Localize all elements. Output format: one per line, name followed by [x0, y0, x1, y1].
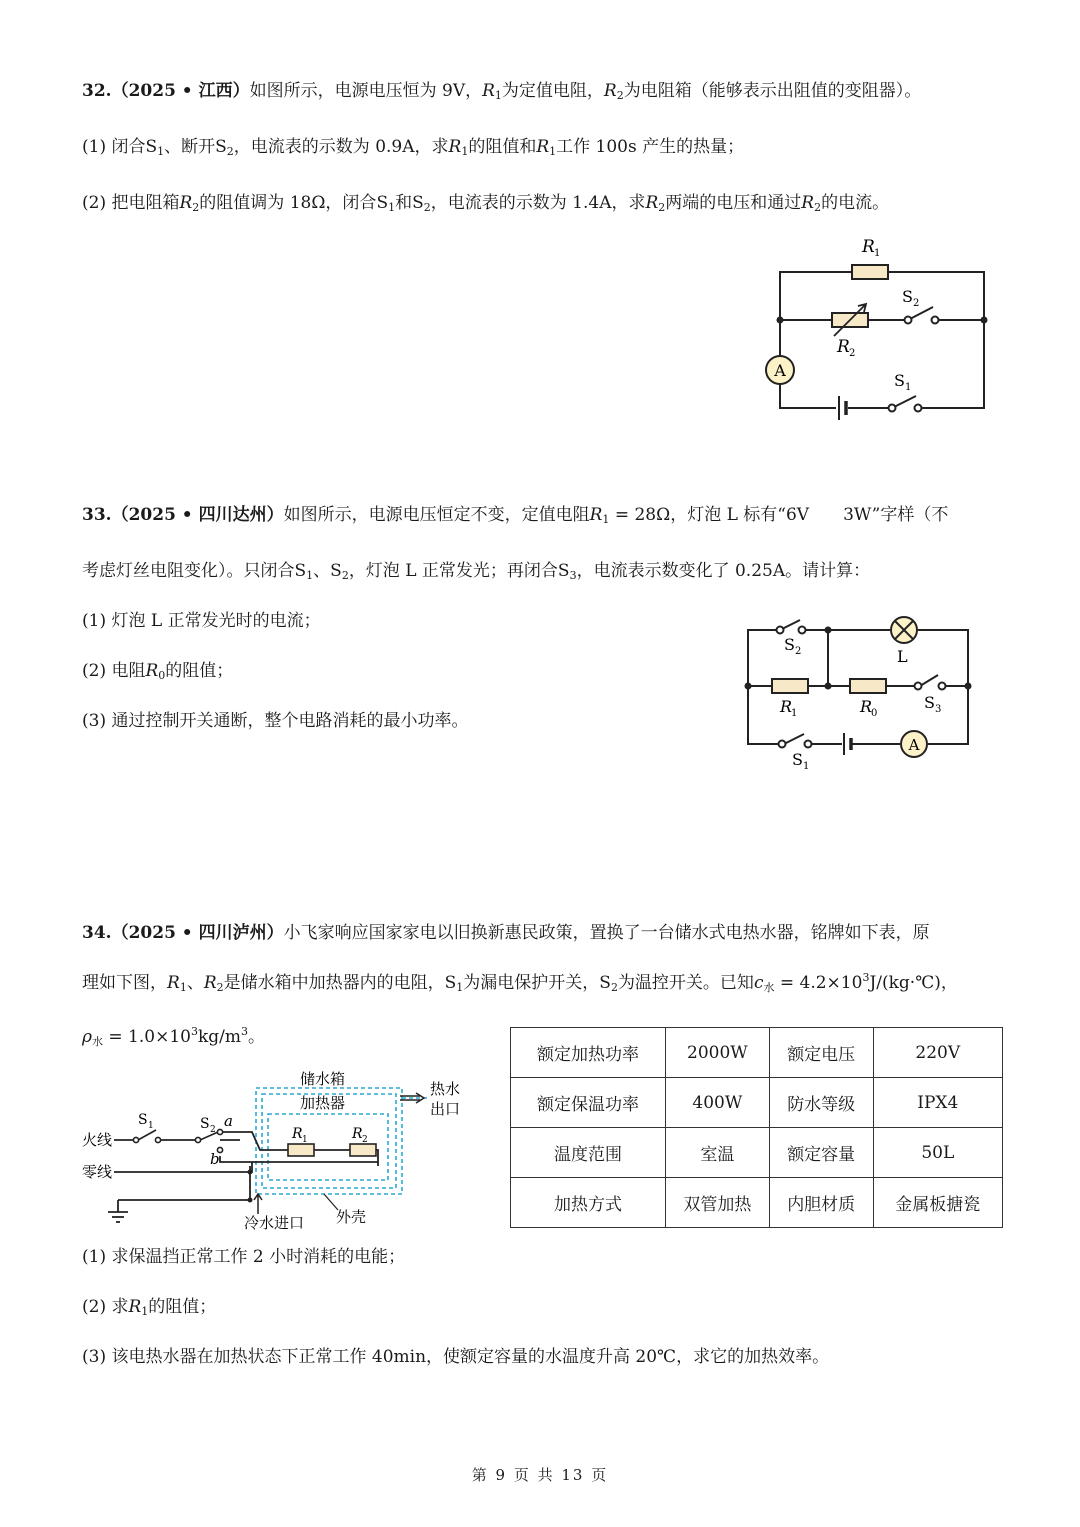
- q34-part1: (1) 求保温挡正常工作 2 小时消耗的电能；: [82, 1247, 406, 1267]
- table-row: [511, 1028, 1003, 1078]
- svg-text:2: 2: [210, 1125, 216, 1135]
- q34-s1-label: S: [138, 1112, 148, 1128]
- q32-s2-switch: [905, 307, 939, 324]
- q34-r1-label: R: [292, 1126, 303, 1142]
- svg-text:1: 1: [905, 382, 912, 393]
- q32-junction: [981, 317, 988, 324]
- page-footer: 第 9 页 共 13 页: [471, 1466, 609, 1484]
- svg-text:2: 2: [913, 298, 920, 309]
- q34-rho: $\rho_水 = 1.0\times 10^3kg/m^3$。: [82, 1025, 265, 1048]
- q33-r0-label: R: [860, 697, 873, 716]
- q32-battery: [839, 396, 846, 420]
- q33-lamp: [891, 617, 917, 643]
- svg-text:1: 1: [302, 1135, 308, 1145]
- table-cell: 额定加热功率: [511, 1028, 666, 1078]
- q34-neutral-label: 零线: [82, 1163, 113, 1181]
- q34-ground-icon: [108, 1212, 128, 1222]
- q34-r1-resistor: [288, 1144, 314, 1156]
- q34-tank-label: 储水箱: [300, 1070, 346, 1088]
- q32-number: 32.: [82, 81, 112, 101]
- table-cell: 金属板搪瓷: [873, 1178, 1002, 1228]
- q33-part2: (2) 电阻$R_0$的阻值；: [82, 661, 234, 682]
- q34-cold-in-label: 冷水进口: [244, 1214, 305, 1232]
- q33-junction: [745, 683, 752, 690]
- svg-text:2: 2: [795, 646, 802, 657]
- q33-s2-switch: [777, 620, 806, 634]
- q32-r2-label: R: [837, 337, 850, 357]
- table-cell: 额定容量: [769, 1128, 873, 1178]
- svg-text:2: 2: [362, 1135, 368, 1145]
- svg-text:0: 0: [871, 708, 878, 719]
- q32-r1-resistor: [852, 265, 888, 279]
- q33-s1-label: S: [792, 750, 803, 769]
- q32-ammeter-label: A: [774, 361, 786, 380]
- svg-text:1: 1: [803, 761, 810, 772]
- q33-junction: [825, 627, 832, 634]
- q33-stem-line1: 33.（2025 • 四川达州）如图所示，电源电压恒定不变，定值电阻$R_1 = 28\Omega$，灯泡 L 标有“6V 3W”字样（不: [82, 505, 949, 526]
- table-cell: 防水等级: [769, 1078, 873, 1128]
- q34-s2-label: S: [200, 1116, 210, 1132]
- q34-heater-label: 加热器: [300, 1094, 346, 1112]
- q33-ammeter-label: A: [908, 736, 920, 754]
- table-cell: 50L: [873, 1128, 1002, 1178]
- svg-text:1: 1: [874, 248, 881, 259]
- q34-r2-label: R: [352, 1126, 363, 1142]
- q32-r1-label: R: [862, 237, 875, 257]
- q33-r1-resistor: [772, 679, 808, 693]
- table-cell: 额定保温功率: [511, 1078, 666, 1128]
- table-cell: 加热方式: [511, 1178, 666, 1228]
- q33-s2-label: S: [784, 635, 795, 654]
- q32-source: （2025 • 江西）: [111, 81, 250, 101]
- table-cell: 额定电压: [769, 1028, 873, 1078]
- q33-part1: (1) 灯泡 L 正常发光时的电流；: [82, 611, 321, 631]
- q34-hot-out-label-2: 出口: [430, 1100, 461, 1118]
- svg-text:1: 1: [148, 1121, 154, 1131]
- q34-stem-line1: 34.（2025 • 四川泸州）小飞家响应国家家电以旧换新惠民政策，置换了一台储水式电热水器，铭牌如下表，原: [82, 923, 930, 943]
- svg-text:3: 3: [935, 704, 942, 715]
- table-cell: 2000W: [665, 1028, 769, 1078]
- q33-junction: [965, 683, 972, 690]
- q33-s3-switch: [915, 675, 946, 690]
- table-row: [511, 1128, 1003, 1178]
- q32-part2: (2) 把电阻箱$R_2$的阻值调为 18Ω，闭合$S_1$和$S_2$，电流表的示数为 1.4A，求$R_2$两端的电压和通过$R_2$的电流。: [82, 193, 890, 214]
- q34-source: （2025 • 四川泸州）: [111, 923, 284, 943]
- q32-s2-label: S: [902, 287, 913, 306]
- q34-stem-line2: 理如下图，$R_1$、$R_2$是储水箱中加热器内的电阻，$S_1$为漏电保护开关，$S_2$为温控开关。已知$c_水$ = $4.2\times 10^3J/(kg\cdot℃)$，: [82, 971, 958, 994]
- q34-r2-resistor: [350, 1144, 376, 1156]
- q34-nameplate-table: [510, 1027, 1003, 1228]
- q34-cold-water-arrow: [254, 1194, 262, 1214]
- q33-battery: [844, 733, 851, 755]
- q34-live-label: 火线: [82, 1131, 113, 1149]
- q32-circuit-diagram: [740, 230, 1010, 430]
- q34-junction: [248, 1170, 253, 1175]
- q33-s3-label: S: [924, 693, 935, 712]
- q34-part2: (2) 求$R_1$的阻值；: [82, 1297, 217, 1318]
- table-cell: 双管加热: [665, 1178, 769, 1228]
- q32-s1-switch: [889, 396, 922, 412]
- q33-circuit-diagram: [740, 610, 980, 770]
- table-cell: 220V: [873, 1028, 1002, 1078]
- table-cell: 内胆材质: [769, 1178, 873, 1228]
- q32-junction: [777, 317, 784, 324]
- table-row: [511, 1078, 1003, 1128]
- q33-r1-label: R: [780, 697, 793, 716]
- q34-part3: (3) 该电热水器在加热状态下正常工作 40min，使额定容量的水温度升高 20℃，求它的加热效率。: [82, 1347, 830, 1367]
- q34-s1-switch: [133, 1130, 160, 1143]
- q34-shell-label: 外壳: [336, 1208, 367, 1226]
- table-cell: 室温: [665, 1128, 769, 1178]
- table-cell: IPX4: [873, 1078, 1002, 1128]
- q33-stem-line2: 考虑灯丝电阻变化）。只闭合$S_1$、$S_2$，灯泡 L 正常发光；再闭合$S_3$，电流表示数变化了 0.25A。请计算：: [82, 561, 871, 582]
- q33-part3: (3) 通过控制开关通断，整个电路消耗的最小功率。: [82, 711, 469, 731]
- q33-junction: [825, 683, 832, 690]
- table-cell: 400W: [665, 1078, 769, 1128]
- q33-lamp-label: L: [897, 647, 908, 666]
- q32-stem: 32.（2025 • 江西）如图所示，电源电压恒为 9V，$R_1$为定值电阻，$R_2$为电阻箱（能够表示出阻值的变阻器）。: [82, 81, 922, 102]
- q32-part1: (1) 闭合$S_1$、断开$S_2$，电流表的示数为 0.9A，求$R_1$的阻值和$R_1$工作 100s 产生的热量；: [82, 137, 745, 158]
- q34-heater-diagram: [80, 1062, 480, 1237]
- svg-text:1: 1: [791, 708, 798, 719]
- table-cell: 温度范围: [511, 1128, 666, 1178]
- q34-a-label: a: [224, 1112, 233, 1130]
- q34-hot-out-label-1: 热水: [430, 1080, 461, 1098]
- q33-s1-switch: [779, 734, 812, 748]
- q33-source: （2025 • 四川达州）: [111, 505, 284, 525]
- svg-text:2: 2: [849, 348, 856, 359]
- q32-s1-label: S: [894, 371, 905, 390]
- q33-number: 33.: [82, 505, 112, 525]
- q34-junction: [248, 1198, 253, 1203]
- q34-b-label: b: [210, 1150, 220, 1168]
- q34-number: 34.: [82, 923, 112, 943]
- q33-r0-resistor: [850, 679, 886, 693]
- table-row: [511, 1178, 1003, 1228]
